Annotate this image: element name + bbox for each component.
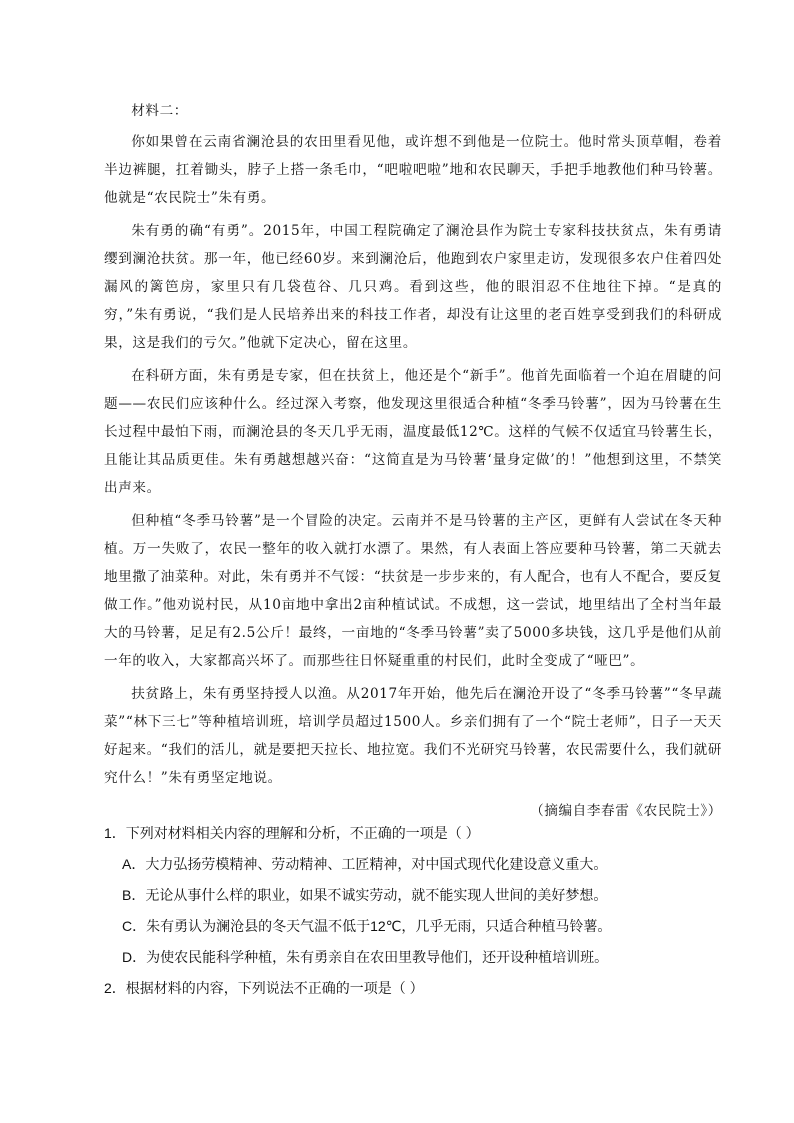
question-2 [104,973,722,1004]
question-1 [104,818,722,973]
material-paragraph: 朱有勇的确“有勇”。2015年，中国工程院确定了澜沧县作为院士专家科技扶贫点，朱有勇请缨到澜沧扶贫。那一年，他已经60岁。来到澜沧后，他跑到农户家里走访，发现很多农户住着四处漏风的篱笆房，家里只有几袋苞谷、几只鸡。看到这些，他的眼泪忍不住地往下掉。“是真的穷，”朱有勇说，“我们是人民培养出来的科技工作者，却没有让这里的老百姓享受到我们的科研成果，这是我们的亏欠。”他就下定决心，留在这里。 [104,223,722,351]
material-paragraph: 扶贫路上，朱有勇坚持授人以渔。从2017年开始，他先后在澜沧开设了“冬季马铃薯”“冬早蔬菜”“林下三七”等种植培训班，培训学员超过1500人。乡亲们拥有了一个“院士老师”，日子一天天好起来。“我们的活儿，就是要把天拉长、地拉宽。我们不光研究马铃薯，农民需要什么，我们就研究什么！”朱有勇坚定地说。 [104,686,722,786]
answer-option-d: D．为使农民能科学种植，朱有勇亲自在农田里教导他们，还开设种植培训班。 [122,949,609,965]
reading-material [104,97,722,830]
material-paragraph: 在科研方面，朱有勇是专家，但在扶贫上，他还是个“新手”。他首先面临着一个迫在眉睫的问题——农民们应该种什么。经过深入考察，他发现这里很适合种植“冬季马铃薯”，因为马铃薯在生长过程中最怕下雨，而澜沧县的冬天几乎无雨，温度最低12℃。这样的气候不仅适宜马铃薯生长，且能让其品质更佳。朱有勇越想越兴奋：“这简直是为马铃薯‘量身定做’的！”他想到这里，不禁笑出声来。 [104,368,722,496]
answer-option-b: B．无论从事什么样的职业，如果不诚实劳动，就不能实现人世间的美好梦想。 [122,887,608,903]
source-citation: （摘编自李春雷《农民院士》） [530,803,722,819]
answer-option-c: C．朱有勇认为澜沧县的冬天气温不低于12℃，几乎无雨，只适合种植马铃薯。 [122,918,612,934]
question-stem: 1．下列对材料相关内容的理解和分析，不正确的一项是（ ） [104,825,480,841]
question-section [104,818,722,1004]
material-paragraph: 你如果曾在云南省澜沧县的农田里看见他，或许想不到他是一位院士。他时常头顶草帽，卷着半边裤腿，扛着锄头，脖子上搭一条毛巾，“吧啦吧啦”地和农民聊天，手把手地教他们种马铃薯。他就是“农民院士”朱有勇。 [104,134,722,206]
answer-option-a: A．大力弘扬劳模精神、劳动精神、工匠精神，对中国式现代化建设意义重大。 [122,856,608,872]
question-stem: 2．根据材料的内容，下列说法不正确的一项是（ ） [104,980,424,996]
material-paragraph: 但种植“冬季马铃薯”是一个冒险的决定。云南并不是马铃薯的主产区，更鲜有人尝试在冬天种植。万一失败了，农民一整年的收入就打水漂了。果然，有人表面上答应要种马铃薯，第二天就去地里撒了油菜种。对此，朱有勇并不气馁：“扶贫是一步步来的，有人配合，也有人不配合，要反复做工作。”他劝说村民，从10亩地中拿出2亩种植试试。不成想，这一尝试，地里结出了全村当年最大的马铃薯，足足有2.5公斤！最终，一亩地的“冬季马铃薯”卖了5000多块钱，这几乎是他们从前一年的收入，大家都高兴坏了。而那些往日怀疑重重的村民们，此时全变成了“哑巴”。 [104,513,722,669]
material-heading: 材料二： [131,103,188,119]
